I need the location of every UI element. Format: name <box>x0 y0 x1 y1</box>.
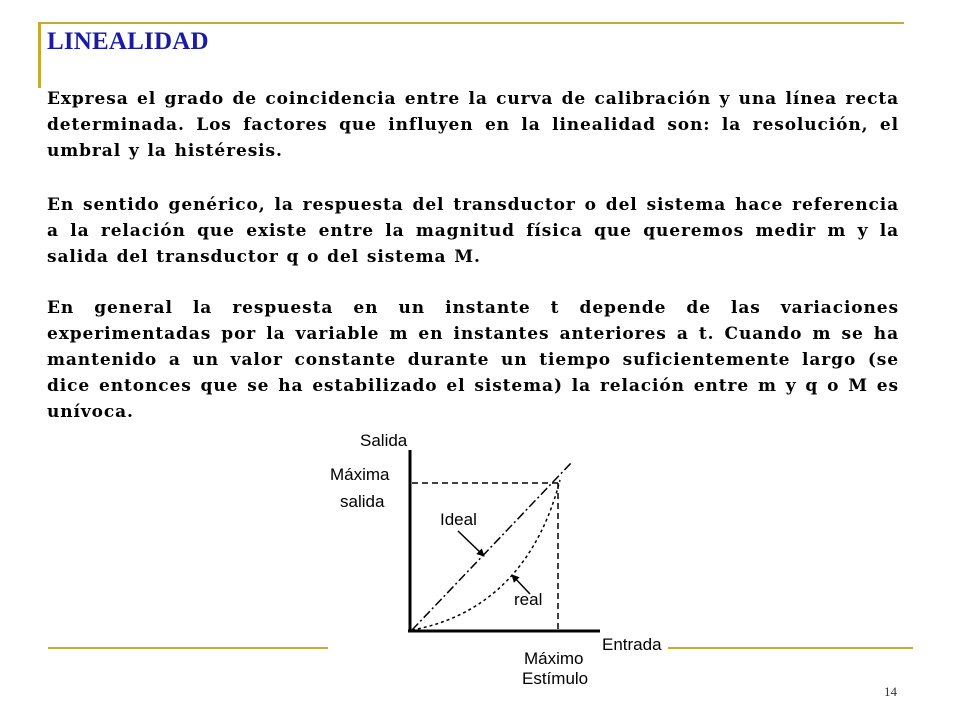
x-axis-label: Entrada <box>602 635 662 654</box>
max-output-label-line-1: Máxima <box>330 465 390 484</box>
max-output-label-line-2: salida <box>340 492 385 511</box>
page-number: 14 <box>884 684 897 699</box>
paragraph-generic-response: En sentido genérico, la respuesta del transductor o del sistema hace referencia a la relación que existe entre la magnitud física que queremos medir m y la salida del transductor q o del sistema M. <box>47 195 899 267</box>
ideal-label: Ideal <box>440 510 477 529</box>
paragraph-definition: Expresa el grado de coincidencia entre la curva de calibración y una línea recta determinada. Los factores que influyen en la linealidad son: la resolución, el umbral y la histéresis. <box>47 89 899 161</box>
max-input-label-line-2: Estímulo <box>522 669 589 688</box>
paragraph-general-response: En general la respuesta en un instante t depende de las variaciones experimentadas por la variable m en instantes anteriores a t. Cuando m se ha mantenido a un valor constante durante un tiempo suficientemente largo (se dice entonces que se ha estabilizado el sistema) la relación entre m y q o M es unívoca. <box>47 298 899 422</box>
bottom-left-decorative-line <box>48 647 328 649</box>
y-axis-label: Salida <box>360 431 408 450</box>
max-input-label-line-1: Máximo <box>524 649 584 668</box>
ideal-line <box>412 462 572 630</box>
linearity-figure <box>318 424 678 694</box>
ideal-arrow <box>458 531 484 556</box>
left-decorative-bar <box>38 22 41 88</box>
slide-title: LINEALIDAD <box>47 28 209 55</box>
real-label: real <box>514 590 543 609</box>
bottom-right-decorative-line <box>668 647 913 649</box>
top-decorative-line <box>38 22 904 24</box>
